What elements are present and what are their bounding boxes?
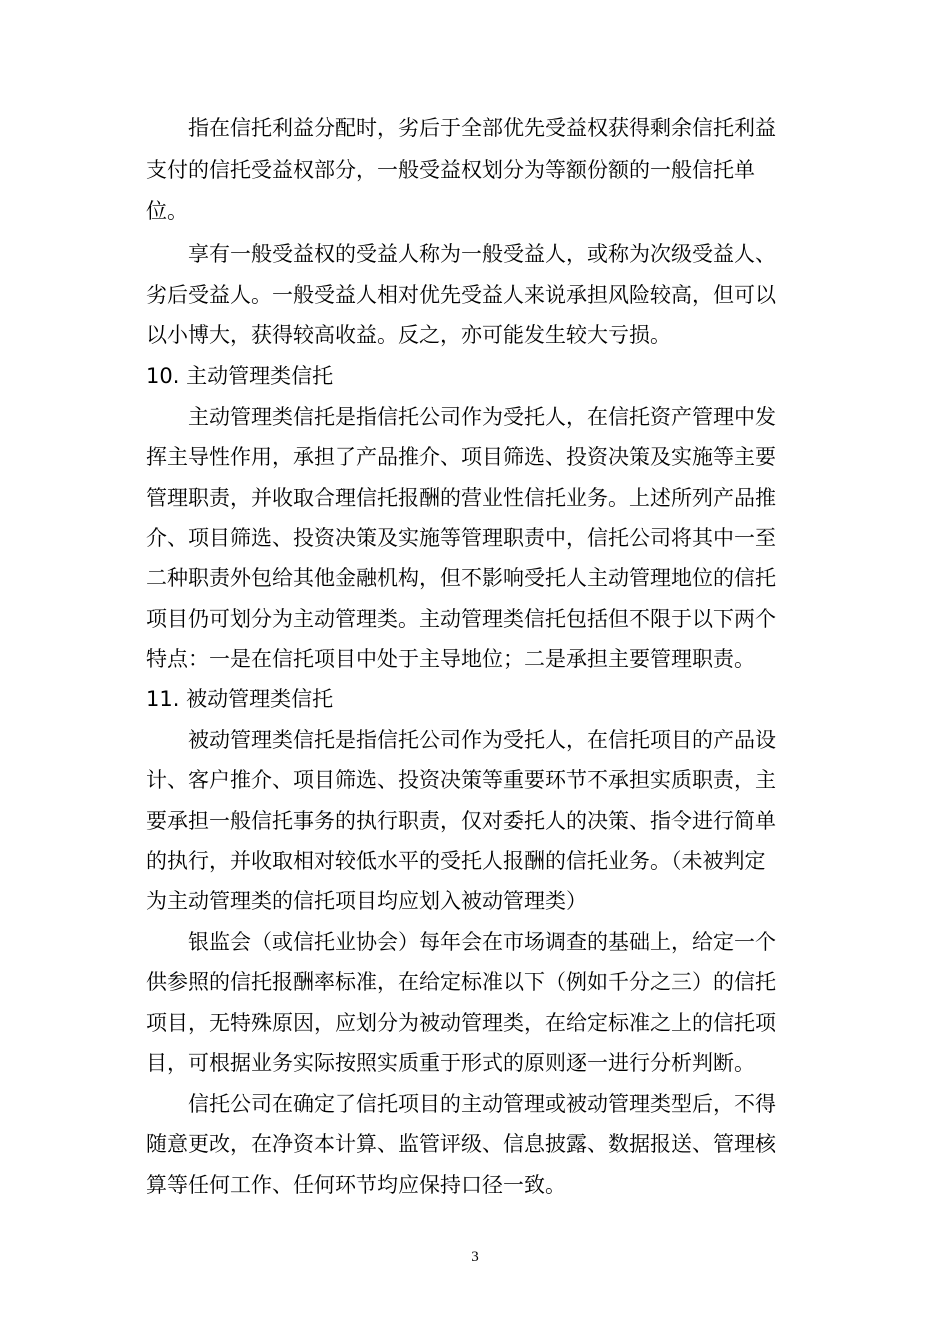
paragraph-line: 随意更改，在净资本计算、监管评级、信息披露、数据报送、管理核: [146, 1132, 776, 1156]
paragraph-line: 项目仍可划分为主动管理类。主动管理类信托包括但不限于以下两个: [146, 607, 776, 631]
paragraph-line: 挥主导性作用，承担了产品推介、项目筛选、投资决策及实施等主要: [146, 445, 776, 469]
paragraph-line: 享有一般受益权的受益人称为一般受益人，或称为次级受益人、: [188, 242, 776, 266]
paragraph-line: 特点：一是在信托项目中处于主导地位；二是承担主要管理职责。: [146, 647, 755, 671]
paragraph-line: 以小博大，获得较高收益。反之，亦可能发生较大亏损。: [146, 323, 671, 347]
paragraph-line: 计、客户推介、项目筛选、投资决策等重要环节不承担实质职责，主: [146, 768, 776, 792]
paragraph-line: 主动管理类信托是指信托公司作为受托人，在信托资产管理中发: [188, 405, 776, 429]
paragraph-line: 目，可根据业务实际按照实质重于形式的原则逐一进行分析判断。: [146, 1051, 755, 1075]
paragraph-line: 为主动管理类的信托项目均应划入被动管理类）: [146, 889, 587, 913]
paragraph-line: 位。: [146, 199, 188, 223]
paragraph-line: 供参照的信托报酬率标准，在给定标准以下（例如千分之三）的信托: [146, 970, 776, 994]
paragraph-line: 项目，无特殊原因，应划分为被动管理类，在给定标准之上的信托项: [146, 1011, 776, 1035]
paragraph-line: 信托公司在确定了信托项目的主动管理或被动管理类型后，不得: [188, 1092, 776, 1116]
paragraph-line: 算等任何工作、任何环节均应保持口径一致。: [146, 1173, 566, 1197]
paragraph-line: 管理职责，并收取合理信托报酬的营业性信托业务。上述所列产品推: [146, 486, 776, 510]
paragraph-line: 指在信托利益分配时，劣后于全部优先受益权获得剩余信托利益: [188, 116, 776, 140]
paragraph-line: 的执行，并收取相对较低水平的受托人报酬的信托业务。（未被判定: [146, 849, 766, 873]
paragraph-line: 支付的信托受益权部分，一般受益权划分为等额份额的一般信托单: [146, 158, 755, 182]
page-number: 3: [471, 1249, 479, 1265]
section-heading: 11. 被动管理类信托: [146, 687, 334, 711]
section-heading: 10. 主动管理类信托: [146, 364, 334, 388]
paragraph-line: 二种职责外包给其他金融机构，但不影响受托人主动管理地位的信托: [146, 566, 776, 590]
paragraph-line: 被动管理类信托是指信托公司作为受托人，在信托项目的产品设: [188, 728, 776, 752]
paragraph-line: 介、项目筛选、投资决策及实施等管理职责中，信托公司将其中一至: [146, 526, 776, 550]
paragraph-line: 要承担一般信托事务的执行职责，仅对委托人的决策、指令进行简单: [146, 809, 776, 833]
paragraph-line: 劣后受益人。一般受益人相对优先受益人来说承担风险较高，但可以: [146, 283, 776, 307]
paragraph-line: 银监会（或信托业协会）每年会在市场调查的基础上，给定一个: [188, 930, 776, 954]
